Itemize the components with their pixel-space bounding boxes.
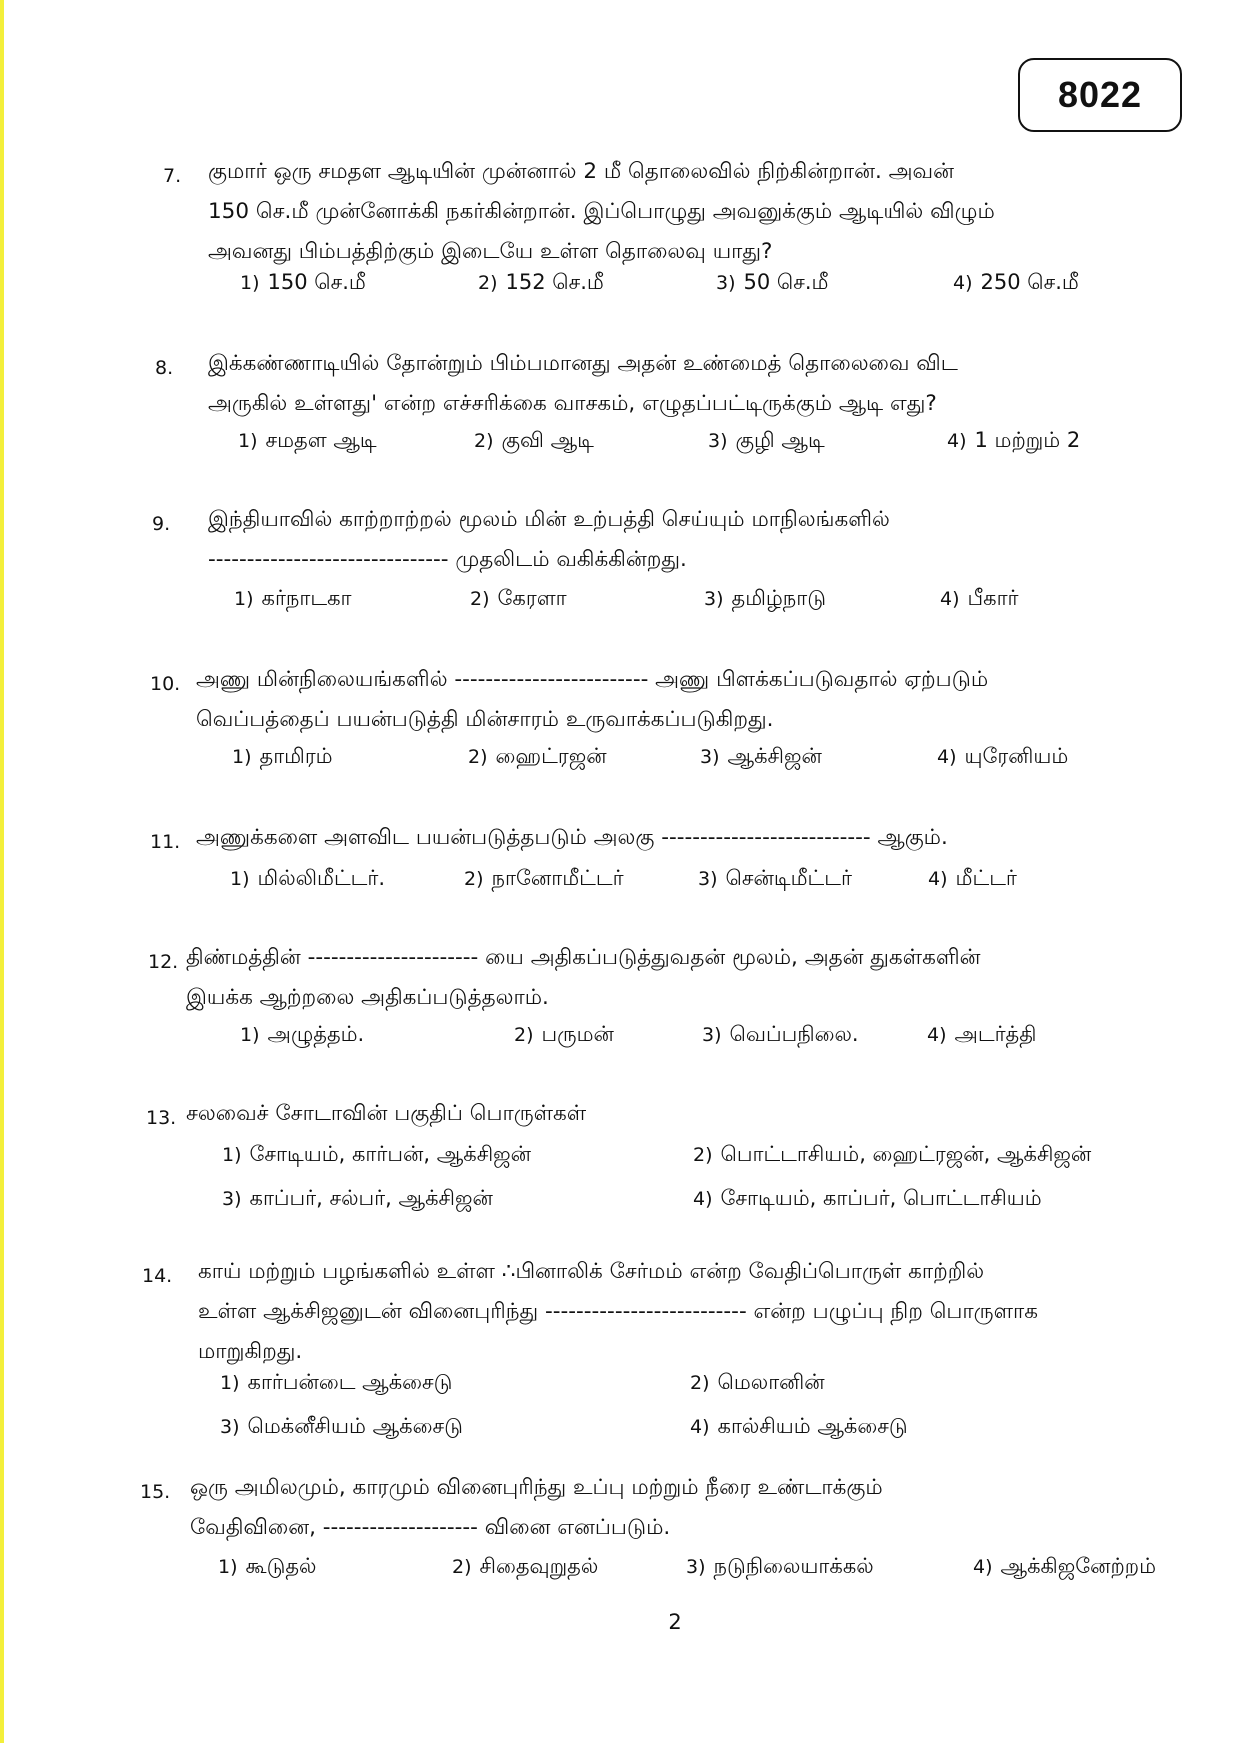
option-number: 3): [220, 1416, 240, 1438]
answer-option: [690, 1362, 825, 1403]
answer-option: [240, 262, 366, 303]
option-text: குவி ஆடி: [501, 428, 594, 452]
answer-option: [230, 858, 385, 899]
option-number: 2): [452, 1556, 472, 1578]
question-text-line: ஒரு அமிலமும், காரமும் வினைபுரிந்து உப்பு மற்றும் நீரை உண்டாக்கும்: [190, 1475, 883, 1500]
option-text: அழுத்தம்.: [267, 1022, 365, 1046]
option-text: தாமிரம்: [259, 744, 333, 768]
answer-option: [708, 420, 825, 461]
question-text-line: இந்தியாவில் காற்றாற்றல் மூலம் மின் உற்பத்தி செய்யும் மாநிலங்களில்: [208, 507, 890, 532]
option-text: பீகார்: [967, 586, 1019, 610]
option-text: 1 மற்றும் 2: [974, 428, 1081, 452]
question-text-line: 150 செ.மீ முன்னோக்கி நகர்கின்றான். இப்பொழுது அவனுக்கும் ஆடியில் விழும்: [208, 199, 995, 224]
answer-option: [686, 1546, 874, 1587]
question-text-line: வெப்பத்தைப் பயன்படுத்தி மின்சாரம் உருவாக்கப்படுகிறது.: [196, 707, 774, 732]
question-number: 13.: [146, 1107, 177, 1129]
question-number: 9.: [152, 513, 171, 535]
option-number: 1): [232, 746, 252, 768]
answer-option: [474, 420, 594, 461]
option-text: சமதள ஆடி: [265, 428, 377, 452]
answer-option: [704, 578, 826, 619]
answer-option: [238, 420, 377, 461]
page-number: 2: [668, 1610, 682, 1634]
option-number: 3): [686, 1556, 706, 1578]
question-number: 12.: [148, 951, 179, 973]
answer-option: [947, 420, 1080, 461]
answer-option: [927, 1014, 1036, 1055]
option-text: அடர்த்தி: [954, 1022, 1037, 1046]
question-text-line: மாறுகிறது.: [198, 1339, 303, 1364]
option-text: பருமன்: [541, 1022, 614, 1046]
option-text: மீட்டர்: [955, 866, 1017, 890]
answer-option: [973, 1546, 1156, 1587]
option-number: 1): [234, 588, 254, 610]
question-text-line: அணுக்களை அளவிட பயன்படுத்தபடும் அலகு --------------------------- ஆகும்.: [196, 825, 948, 850]
answer-option: [222, 1178, 493, 1219]
answer-option: [220, 1362, 452, 1403]
option-text: தமிழ்நாடு: [731, 586, 826, 610]
answer-option: [464, 858, 624, 899]
answer-option: [716, 262, 829, 303]
question-text-line: உள்ள ஆக்சிஜனுடன் வினைபுரிந்து -------------------------- என்ற பழுப்பு நிற பொருளாக: [198, 1299, 1038, 1324]
option-number: 3): [222, 1188, 242, 1210]
question-number: 15.: [140, 1481, 171, 1503]
question-text-line: திண்மத்தின் ---------------------- யை அதிகப்படுத்துவதன் மூலம், அதன் துகள்களின்: [186, 945, 981, 970]
option-number: 2): [514, 1024, 534, 1046]
question-text-line: வேதிவினை, -------------------- வினை எனப்படும்.: [190, 1515, 671, 1540]
option-text: காப்பர், சல்பர், ஆக்சிஜன்: [249, 1186, 493, 1210]
answer-option: [937, 736, 1068, 777]
answer-option: [702, 1014, 859, 1055]
page-edge: [0, 0, 4, 1743]
question-number: 11.: [150, 831, 181, 853]
option-number: 3): [716, 272, 736, 294]
question-text-line: அவனது பிம்பத்திற்கும் இடையே உள்ள தொலைவு யாது?: [208, 239, 773, 264]
option-number: 2): [468, 746, 488, 768]
option-number: 4): [973, 1556, 993, 1578]
option-text: ஆக்சிஜன்: [727, 744, 822, 768]
option-text: ஹைட்ரஜன்: [495, 744, 607, 768]
option-number: 1): [230, 868, 250, 890]
option-number: 1): [238, 430, 258, 452]
option-number: 4): [690, 1416, 710, 1438]
paper-code: 8022: [1057, 74, 1143, 115]
option-text: 50 செ.மீ: [743, 270, 829, 294]
option-text: கர்நாடகா: [261, 586, 352, 610]
question-text-line: இயக்க ஆற்றலை அதிகப்படுத்தலாம்.: [186, 985, 549, 1010]
answer-option: [218, 1546, 316, 1587]
question-text-line: அணு மின்நிலையங்களில் ------------------------- அணு பிளக்கப்படுவதால் ஏற்படும்: [196, 667, 989, 692]
option-text: பொட்டாசியம், ஹைட்ரஜன், ஆக்சிஜன்: [720, 1142, 1092, 1166]
option-number: 1): [240, 272, 260, 294]
option-number: 4): [693, 1188, 713, 1210]
option-text: நானோமீட்டர்: [491, 866, 624, 890]
option-text: சென்டிமீட்டர்: [725, 866, 852, 890]
option-number: 4): [953, 272, 973, 294]
option-text: ஆக்கிஜனேற்றம்: [1000, 1554, 1156, 1578]
answer-option: [698, 858, 852, 899]
answer-option: [940, 578, 1019, 619]
question-number: 8.: [155, 357, 174, 379]
option-number: 2): [470, 588, 490, 610]
question-number: 7.: [163, 165, 182, 187]
option-text: நடுநிலையாக்கல்: [713, 1554, 874, 1578]
answer-option: [470, 578, 567, 619]
answer-option: [234, 578, 351, 619]
answer-option: [693, 1134, 1091, 1175]
answer-option: [953, 262, 1079, 303]
question-text-line: சலவைச் சோடாவின் பகுதிப் பொருள்கள்: [186, 1101, 587, 1126]
option-text: மெக்னீசியம் ஆக்சைடு: [247, 1414, 463, 1438]
option-text: 150 செ.மீ: [267, 270, 366, 294]
paper-code-box: [1018, 58, 1182, 132]
option-text: 152 செ.மீ: [505, 270, 604, 294]
option-number: 3): [702, 1024, 722, 1046]
option-text: சோடியம், காப்பர், பொட்டாசியம்: [720, 1186, 1042, 1210]
answer-option: [700, 736, 822, 777]
question-text-line: குமார் ஒரு சமதள ஆடியின் முன்னால் 2 மீ தொலைவில் நிற்கின்றான். அவன்: [208, 159, 954, 184]
question-text-line: ------------------------------- முதலிடம் வகிக்கின்றது.: [208, 547, 687, 572]
option-number: 4): [928, 868, 948, 890]
option-text: கால்சியம் ஆக்சைடு: [717, 1414, 908, 1438]
option-number: 3): [704, 588, 724, 610]
option-number: 4): [927, 1024, 947, 1046]
answer-option: [693, 1178, 1042, 1219]
option-number: 2): [478, 272, 498, 294]
question-text-line: இக்கண்ணாடியில் தோன்றும் பிம்பமானது அதன் உண்மைத் தொலைவை விட: [208, 351, 958, 376]
answer-option: [452, 1546, 598, 1587]
answer-option: [240, 1014, 364, 1055]
option-text: கூடுதல்: [245, 1554, 317, 1578]
option-number: 2): [464, 868, 484, 890]
answer-option: [690, 1406, 908, 1447]
option-number: 2): [693, 1144, 713, 1166]
answer-option: [928, 858, 1017, 899]
question-text-line: காய் மற்றும் பழங்களில் உள்ள ∴பினாலிக் சேர்மம் என்ற வேதிப்பொருள் காற்றில்: [198, 1259, 985, 1284]
answer-option: [514, 1014, 614, 1055]
answer-option: [232, 736, 333, 777]
option-number: 4): [947, 430, 967, 452]
question-number: 14.: [142, 1265, 173, 1287]
option-text: சோடியம், கார்பன், ஆக்சிஜன்: [249, 1142, 532, 1166]
option-text: கேரளா: [497, 586, 567, 610]
option-text: 250 செ.மீ: [980, 270, 1079, 294]
option-text: வெப்பநிலை.: [729, 1022, 859, 1046]
option-text: சிதைவுறுதல்: [479, 1554, 599, 1578]
option-text: யுரேனியம்: [964, 744, 1069, 768]
option-number: 1): [222, 1144, 242, 1166]
answer-option: [468, 736, 607, 777]
question-number: 10.: [150, 673, 181, 695]
answer-option: [478, 262, 604, 303]
option-number: 4): [937, 746, 957, 768]
option-number: 2): [474, 430, 494, 452]
option-text: குழி ஆடி: [735, 428, 825, 452]
option-text: மெலானின்: [717, 1370, 825, 1394]
option-number: 1): [218, 1556, 238, 1578]
answer-option: [220, 1406, 463, 1447]
option-number: 2): [690, 1372, 710, 1394]
option-number: 3): [700, 746, 720, 768]
option-text: கார்பன்டை ஆக்சைடு: [247, 1370, 453, 1394]
option-number: 1): [220, 1372, 240, 1394]
option-number: 1): [240, 1024, 260, 1046]
option-number: 3): [708, 430, 728, 452]
answer-option: [222, 1134, 531, 1175]
question-text-line: அருகில் உள்ளது' என்ற எச்சரிக்கை வாசகம், எழுதப்பட்டிருக்கும் ஆடி எது?: [208, 391, 937, 416]
option-text: மில்லிமீட்டர்.: [257, 866, 386, 890]
option-number: 3): [698, 868, 718, 890]
option-number: 4): [940, 588, 960, 610]
